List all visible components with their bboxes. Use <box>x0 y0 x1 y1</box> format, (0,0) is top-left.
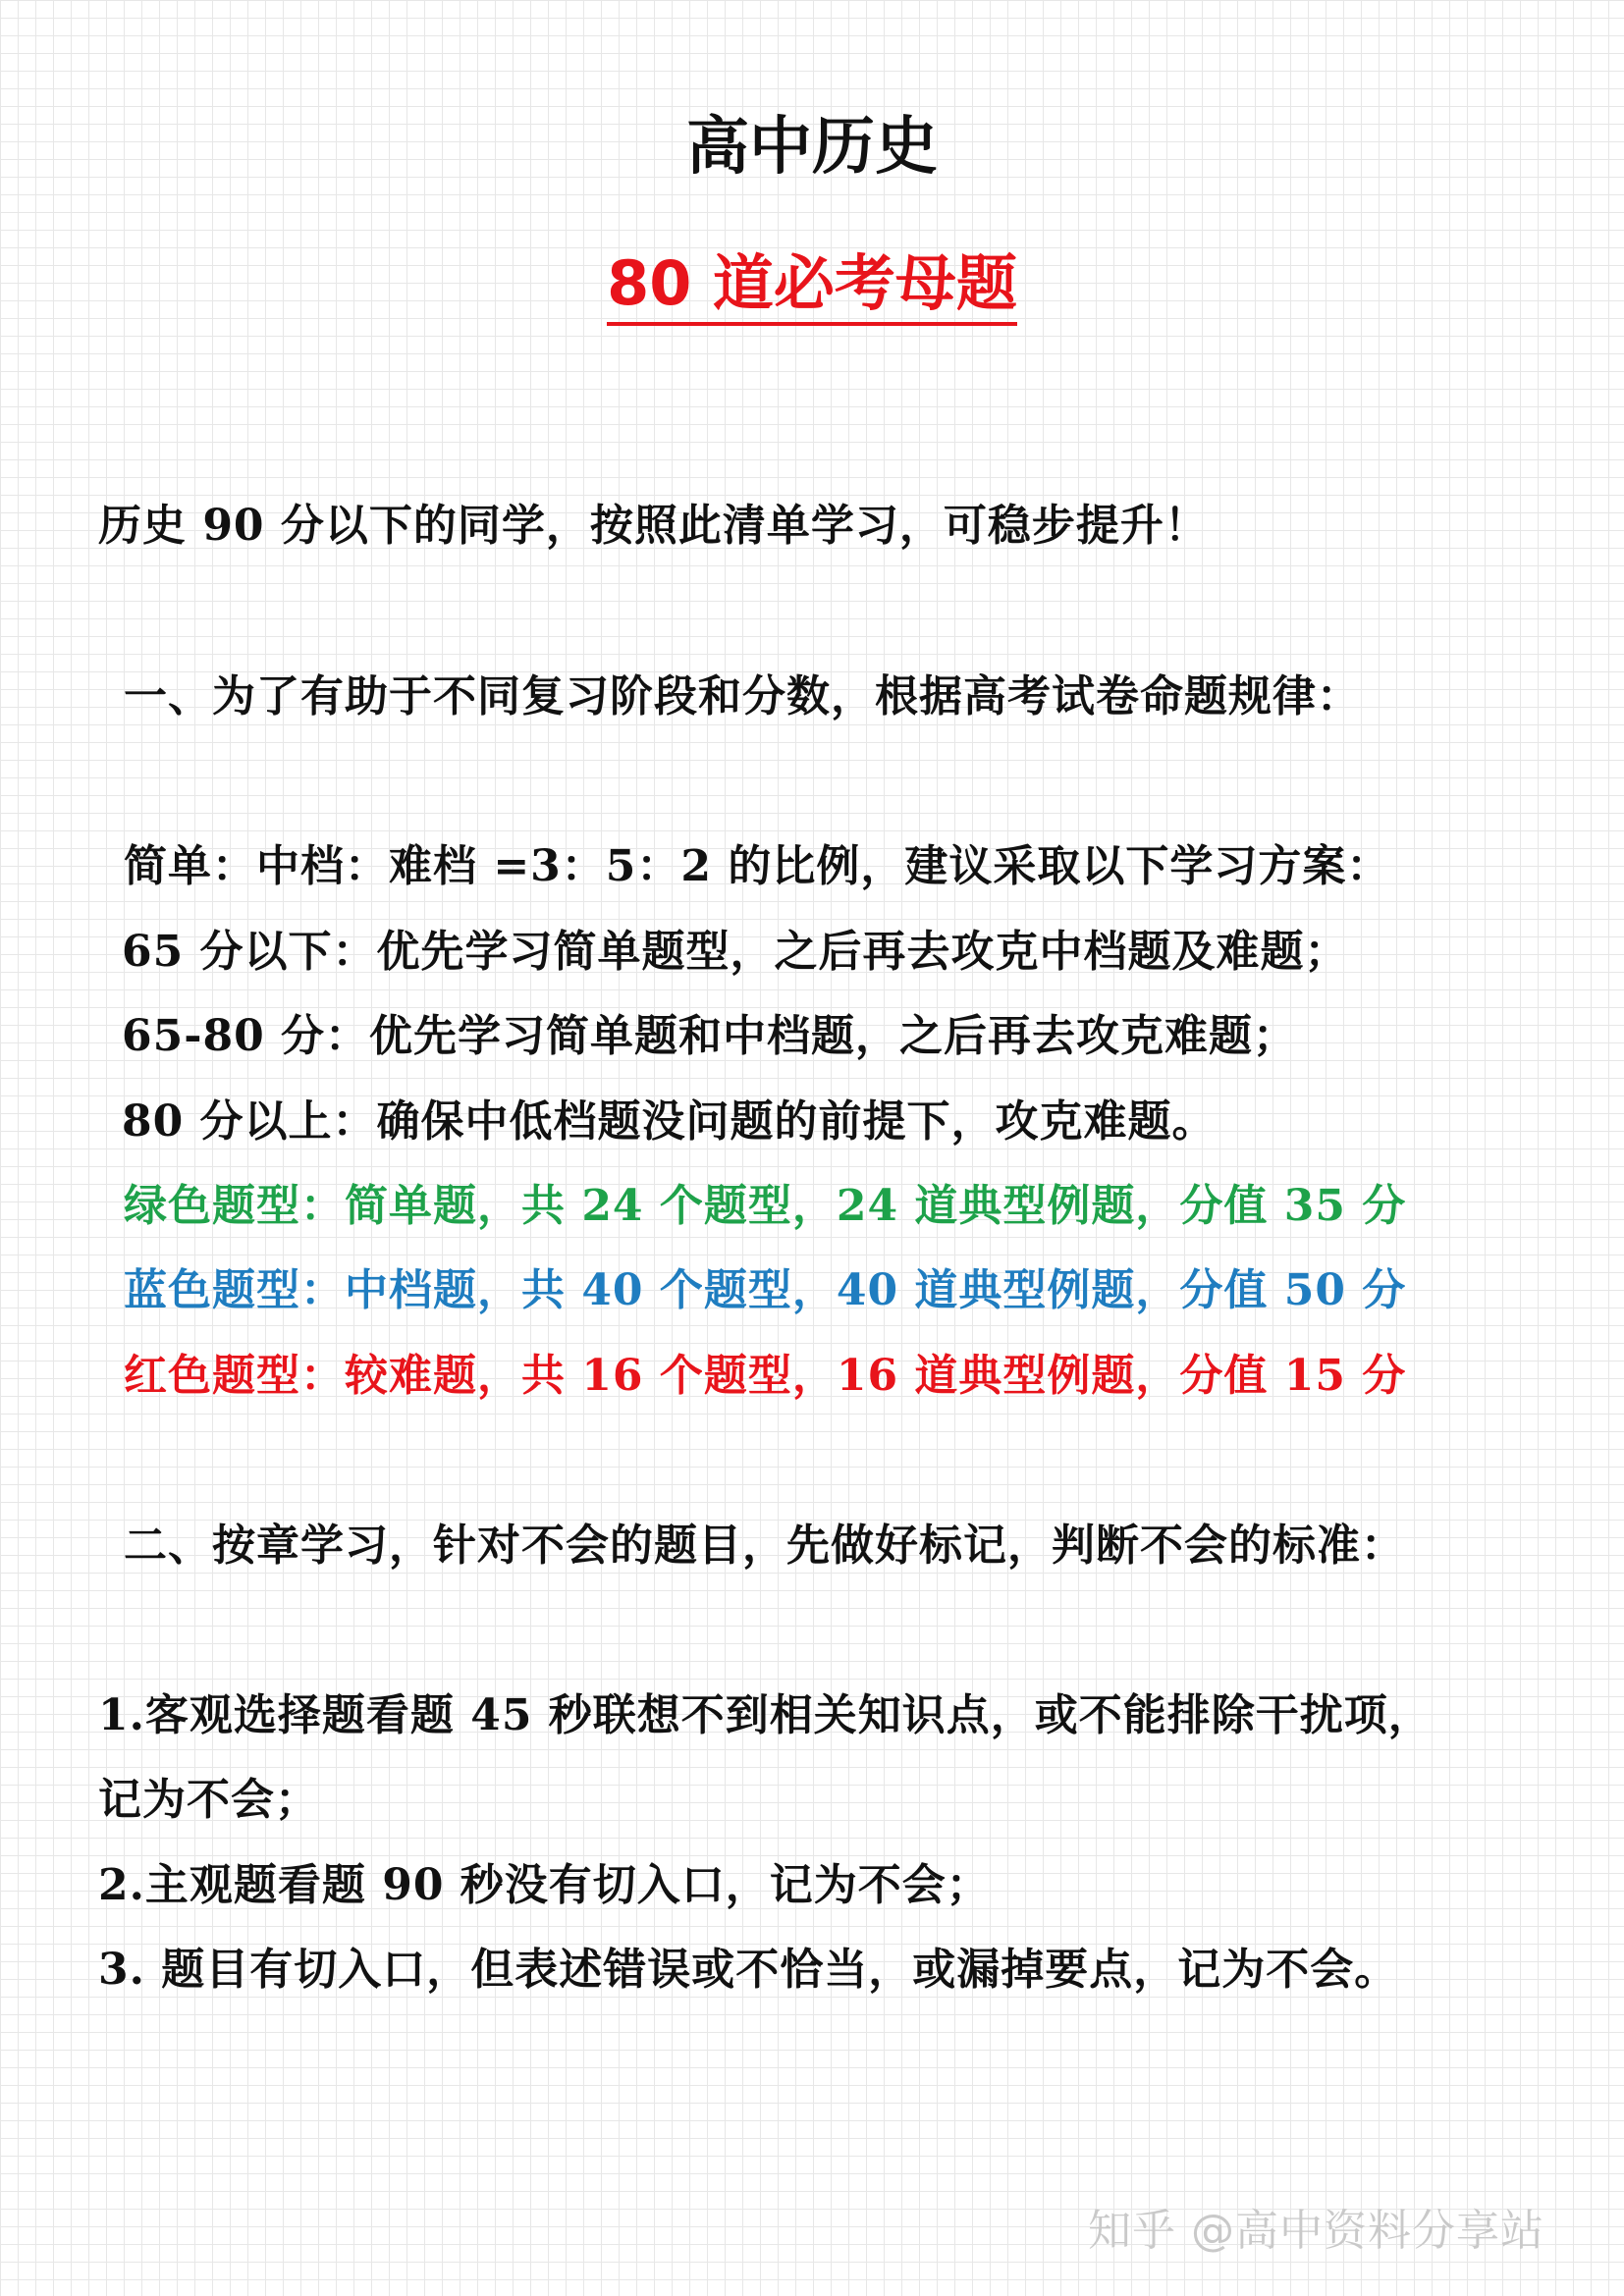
difficulty-ratio-text: 简单：中档：难档 =3：5：2 的比例，建议采取以下学习方案： <box>124 841 1391 891</box>
criterion-3: 3. 题目有切入口，但表述错误或不恰当，或漏掉要点，记为不会。 <box>98 1945 1399 1995</box>
page-subtitle: 80 道必考母题 <box>607 253 1017 326</box>
green-type-line: 绿色题型：简单题，共 24 个题型，24 道典型例题，分值 35 分 <box>124 1181 1407 1231</box>
section-two-heading: 二、按章学习，针对不会的题目，先做好标记，判断不会的标准： <box>124 1521 1405 1571</box>
plan-below-65: 65 分以下：优先学习简单题型，之后再去攻克中档题及难题； <box>122 927 1349 977</box>
criterion-1-line-1: 1.客观选择题看题 45 秒联想不到相关知识点，或不能排除干扰项， <box>98 1690 1433 1740</box>
plan-above-80: 80 分以上：确保中低档题没问题的前提下，攻克难题。 <box>122 1096 1217 1147</box>
page-title: 高中历史 <box>686 111 938 184</box>
section-one-heading: 一、为了有助于不同复习阶段和分数，根据高考试卷命题规律： <box>124 671 1361 721</box>
plan-65-80: 65-80 分：优先学习简单题和中档题，之后再去攻克难题； <box>122 1011 1298 1061</box>
intro-text: 历史 90 分以下的同学，按照此清单学习，可稳步提升！ <box>98 501 1209 551</box>
blue-type-line: 蓝色题型：中档题，共 40 个题型，40 道典型例题，分值 50 分 <box>124 1265 1407 1315</box>
watermark-text: 知乎 @高中资料分享站 <box>1088 2206 1544 2256</box>
red-type-line: 红色题型：较难题，共 16 个题型，16 道典型例题，分值 15 分 <box>124 1351 1407 1401</box>
criterion-2: 2.主观题看题 90 秒没有切入口，记为不会； <box>98 1860 991 1910</box>
page-subtitle-wrapper <box>0 247 1624 326</box>
criterion-1-line-2: 记为不会； <box>98 1775 319 1825</box>
